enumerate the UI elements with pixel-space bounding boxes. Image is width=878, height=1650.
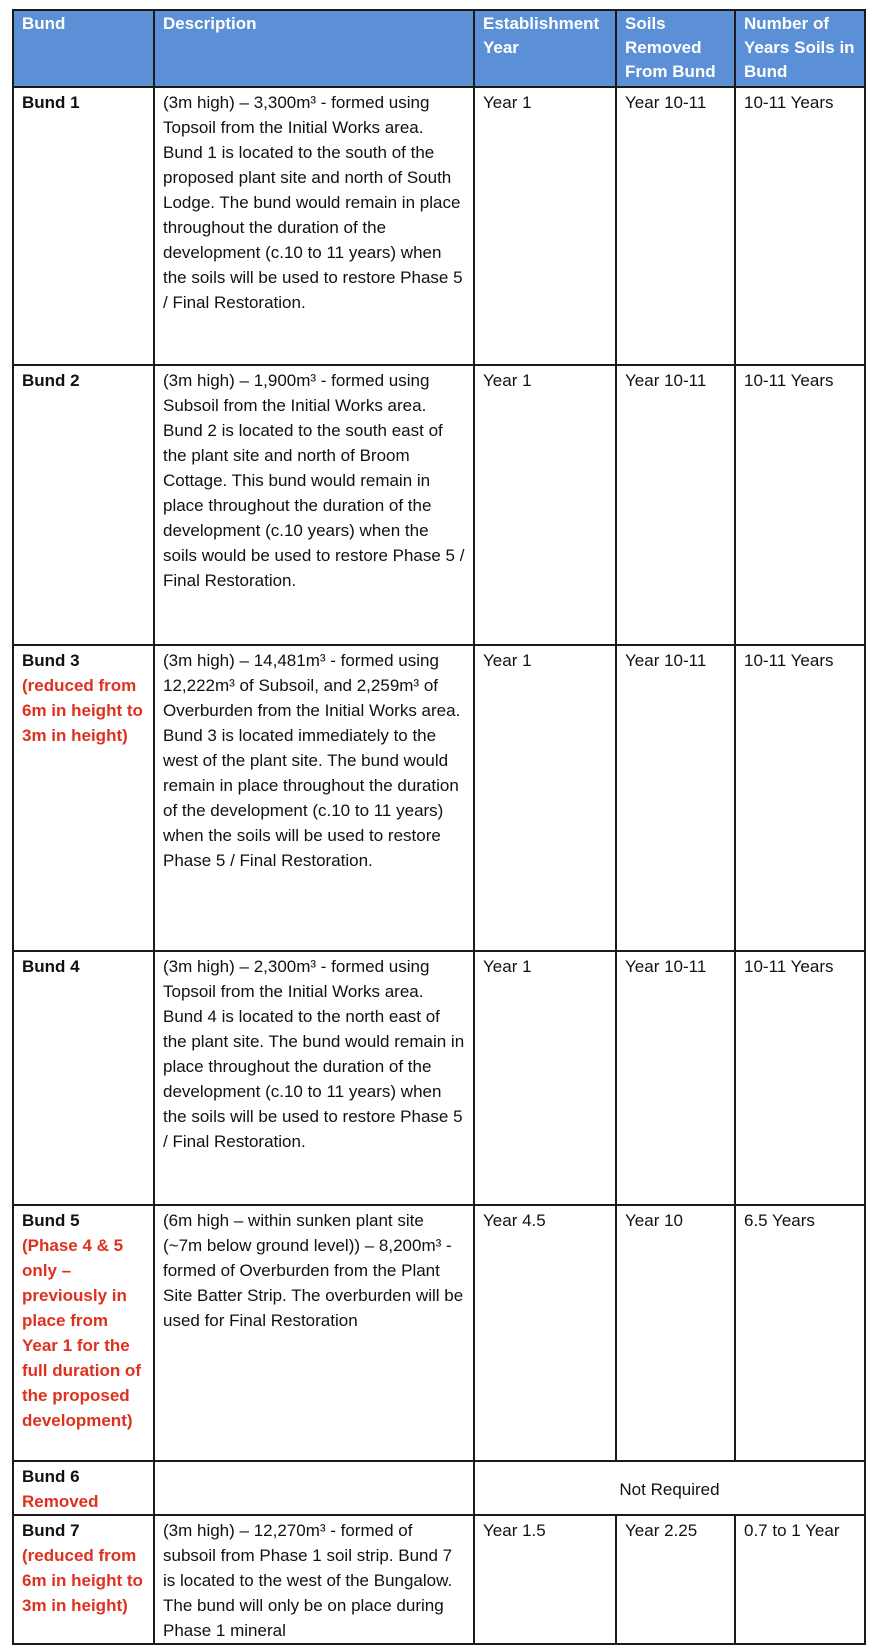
bund-cell xyxy=(13,951,154,1205)
establishment-cell: Year 1 xyxy=(474,87,616,365)
description-cell xyxy=(154,1461,474,1515)
removed-cell: Year 10-11 xyxy=(616,645,735,951)
years-cell: 10-11 Years xyxy=(735,951,865,1205)
header-bund: Bund xyxy=(13,10,154,87)
description-cell: (3m high) – 1,900m³ - formed using Subsoil from the Initial Works area. Bund 2 is located to the south east of the plant site and north of Broom Cottage. This bund would remain in place throughout the duration of the development (c.10 years) when the soils would be used to restore Phase 5 / Final Restoration. xyxy=(154,365,474,645)
description-cell: (3m high) – 12,270m³ - formed of subsoil from Phase 1 soil strip. Bund 7 is located to the west of the Bungalow. The bund will only be on place during Phase 1 mineral xyxy=(154,1515,474,1644)
bund-name: Bund 1 xyxy=(22,93,80,112)
years-cell: 0.7 to 1 Year xyxy=(735,1515,865,1644)
bund-note: (Phase 4 & 5 only – previously in place from Year 1 for the full duration of the proposed development) xyxy=(22,1236,141,1430)
establishment-cell: Year 1 xyxy=(474,951,616,1205)
removed-cell: Year 10-11 xyxy=(616,951,735,1205)
description-cell: (3m high) – 14,481m³ - formed using 12,222m³ of Subsoil, and 2,259m³ of Overburden from the Initial Works area. Bund 3 is located immediately to the west of the plant site. The bund would remain in place throughout the duration of the development (c.10 to 11 years) when the soils will be used to restore Phase 5 / Final Restoration. xyxy=(154,645,474,951)
not-required-cell: Not Required xyxy=(474,1461,865,1515)
bund-cell xyxy=(13,87,154,365)
establishment-cell: Year 4.5 xyxy=(474,1205,616,1461)
bund-name: Bund 5 xyxy=(22,1211,80,1230)
table-row xyxy=(13,645,865,951)
header-establishment-year: Establishment Year xyxy=(474,10,616,87)
establishment-cell: Year 1 xyxy=(474,645,616,951)
description-cell: (3m high) – 3,300m³ - formed using Topsoil from the Initial Works area. Bund 1 is located to the south of the proposed plant site and north of South Lodge. The bund would remain in place throughout the duration of the development (c.10 to 11 years) when the soils will be used to restore Phase 5 / Final Restoration. xyxy=(154,87,474,365)
bund-table xyxy=(12,9,866,1645)
bund-cell xyxy=(13,1205,154,1461)
table-row xyxy=(13,1205,865,1461)
bund-name: Bund 7 xyxy=(22,1521,80,1540)
removed-cell: Year 2.25 xyxy=(616,1515,735,1644)
table-row xyxy=(13,1461,865,1515)
bund-name: Bund 4 xyxy=(22,957,80,976)
header-soils-removed: Soils Removed From Bund xyxy=(616,10,735,87)
years-cell: 10-11 Years xyxy=(735,87,865,365)
bund-note: Removed xyxy=(22,1492,99,1511)
years-cell: 10-11 Years xyxy=(735,645,865,951)
establishment-cell: Year 1 xyxy=(474,365,616,645)
establishment-cell: Year 1.5 xyxy=(474,1515,616,1644)
removed-cell: Year 10-11 xyxy=(616,365,735,645)
description-cell: (6m high – within sunken plant site (~7m below ground level)) – 8,200m³ - formed of Overburden from the Plant Site Batter Strip. The overburden will be used for Final Restoration xyxy=(154,1205,474,1461)
bund-name: Bund 2 xyxy=(22,371,80,390)
bund-note: (reduced from 6m in height to 3m in height) xyxy=(22,676,143,745)
years-cell: 6.5 Years xyxy=(735,1205,865,1461)
table-row xyxy=(13,365,865,645)
table-row xyxy=(13,1515,865,1644)
bund-note: (reduced from 6m in height to 3m in height) xyxy=(22,1546,143,1615)
removed-cell: Year 10-11 xyxy=(616,87,735,365)
years-cell: 10-11 Years xyxy=(735,365,865,645)
header-years-in-bund: Number of Years Soils in Bund xyxy=(735,10,865,87)
bund-cell xyxy=(13,645,154,951)
header-row xyxy=(13,10,865,87)
bund-cell xyxy=(13,365,154,645)
table-row xyxy=(13,951,865,1205)
table-row xyxy=(13,87,865,365)
header-description: Description xyxy=(154,10,474,87)
bund-cell xyxy=(13,1461,154,1515)
removed-cell: Year 10 xyxy=(616,1205,735,1461)
bund-cell xyxy=(13,1515,154,1644)
description-cell: (3m high) – 2,300m³ - formed using Topsoil from the Initial Works area. Bund 4 is located to the north east of the plant site. The bund would remain in place throughout the duration of the development (c.10 to 11 years) when the soils will be used to restore Phase 5 / Final Restoration. xyxy=(154,951,474,1205)
bund-name: Bund 6 xyxy=(22,1467,80,1486)
bund-name: Bund 3 xyxy=(22,651,80,670)
